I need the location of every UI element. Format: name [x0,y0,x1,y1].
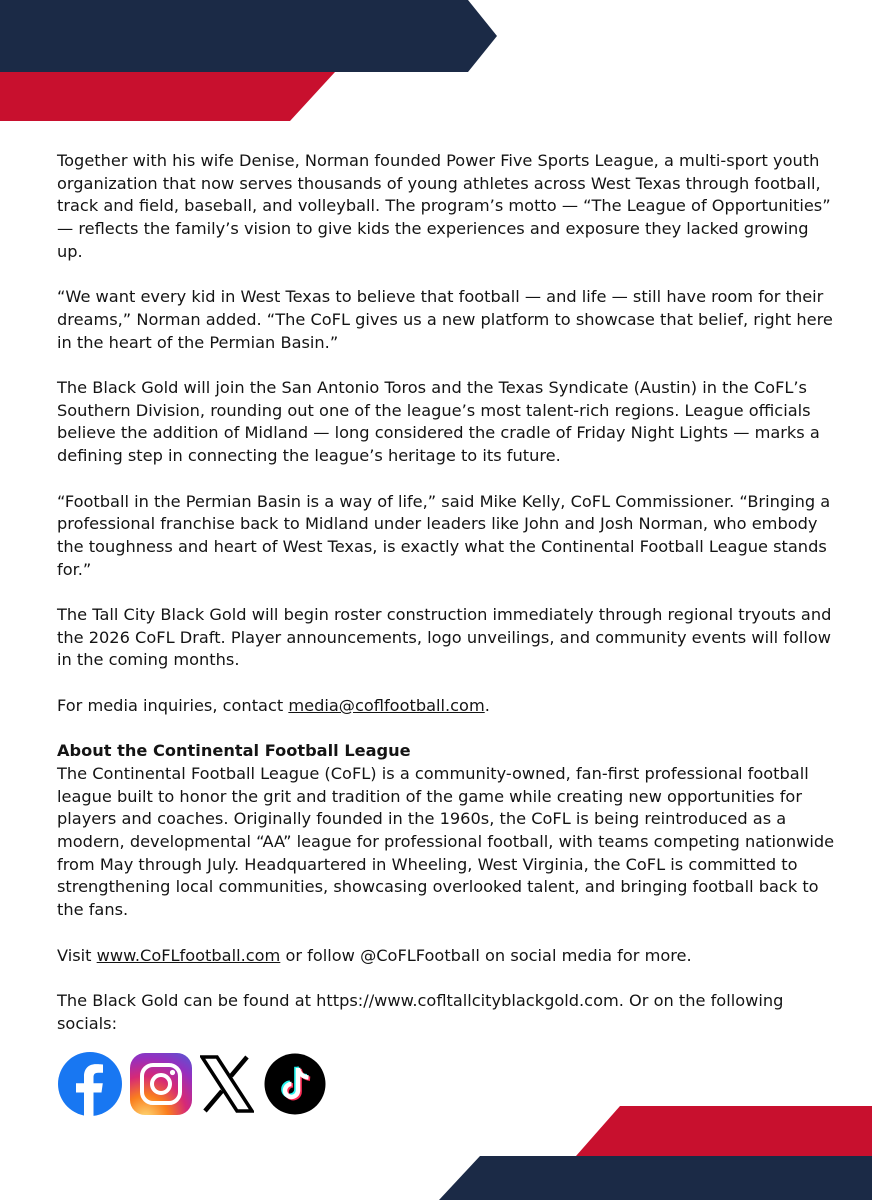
socials-paragraph: The Black Gold can be found at https://www.cofltallcityblackgold.com. Or on the following socials: [57,990,784,1033]
bottom-banner [430,1100,872,1200]
top-banner [0,0,500,122]
social-icons [57,1052,326,1116]
media-email-link[interactable]: media@coflfootball.com [288,695,485,715]
cofl-website-link[interactable]: www.CoFLfootball.com [96,945,281,965]
media-suffix: . [484,695,490,715]
paragraph-roster: The Tall City Black Gold will begin roster construction immediately through regional tryouts and the 2026 CoFL Draft. Player announcements, logo unveilings, and community events will follow in the coming months. [57,605,832,670]
bottom-banner-navy [439,1156,872,1200]
about-heading: About the Continental Football League [57,741,411,761]
paragraph-power-five: Together with his wife Denise, Norman founded Power Five Sports League, a multi-sport youth organization that now serves thousands of young athletes across West Texas through football, track and field, baseball, and volleyball. The program’s motto — “The League of Opportunities” — reflects the family’s vision to give kids the experiences and exposure they lacked growing up. [57,151,831,261]
about-section [57,740,837,922]
visit-prefix: Visit [57,945,97,965]
paragraph-kelly-quote: “Football in the Permian Basin is a way of life,” said Mike Kelly, CoFL Commissioner. “Bringing a professional franchise back to Midland under leaders like John and Josh Norman, who embody the toughness and heart of West Texas, is exactly what the Continental Football League stands for.” [57,491,831,579]
paragraph-norman-quote: “We want every kid in West Texas to believe that football — and life — still have room for their dreams,” Norman added. “The CoFL gives us a new platform to showcase that belief, right here in the heart of the Permian Basin.” [57,287,833,352]
visit-suffix: or follow @CoFLFootball on social media for more. [280,945,692,965]
media-inquiries [57,695,837,718]
visit-line [57,945,837,968]
facebook-icon[interactable] [57,1051,123,1117]
top-banner-red [0,72,335,121]
bottom-banner-red [576,1106,872,1156]
top-banner-navy [0,0,497,72]
paragraph-southern-division: The Black Gold will join the San Antonio Toros and the Texas Syndicate (Austin) in the CoFL’s Southern Division, rounding out one of the league’s most talent-rich regions. League officials believe the addition of Midland — long considered the cradle of Friday Night Lights — marks a defining step in connecting the league’s heritage to its future. [57,378,820,466]
about-text: The Continental Football League (CoFL) is a community-owned, fan-first professional football league built to honor the grit and tradition of the game while creating new opportunities for players and coaches. Originally founded in the 1960s, the CoFL is being reintroduced as a modern, developmental “AA” league for professional football, with teams competing nationwide from May through July. Headquartered in Wheeling, West Virginia, the CoFL is committed to strengthening local communities, showcasing overlooked talent, and bringing football back to the fans. [57,763,835,920]
media-prefix: For media inquiries, contact [57,695,289,715]
instagram-icon[interactable] [130,1053,192,1115]
press-release-body [57,150,837,1058]
tiktok-icon[interactable] [264,1053,326,1115]
x-icon[interactable] [200,1055,254,1113]
